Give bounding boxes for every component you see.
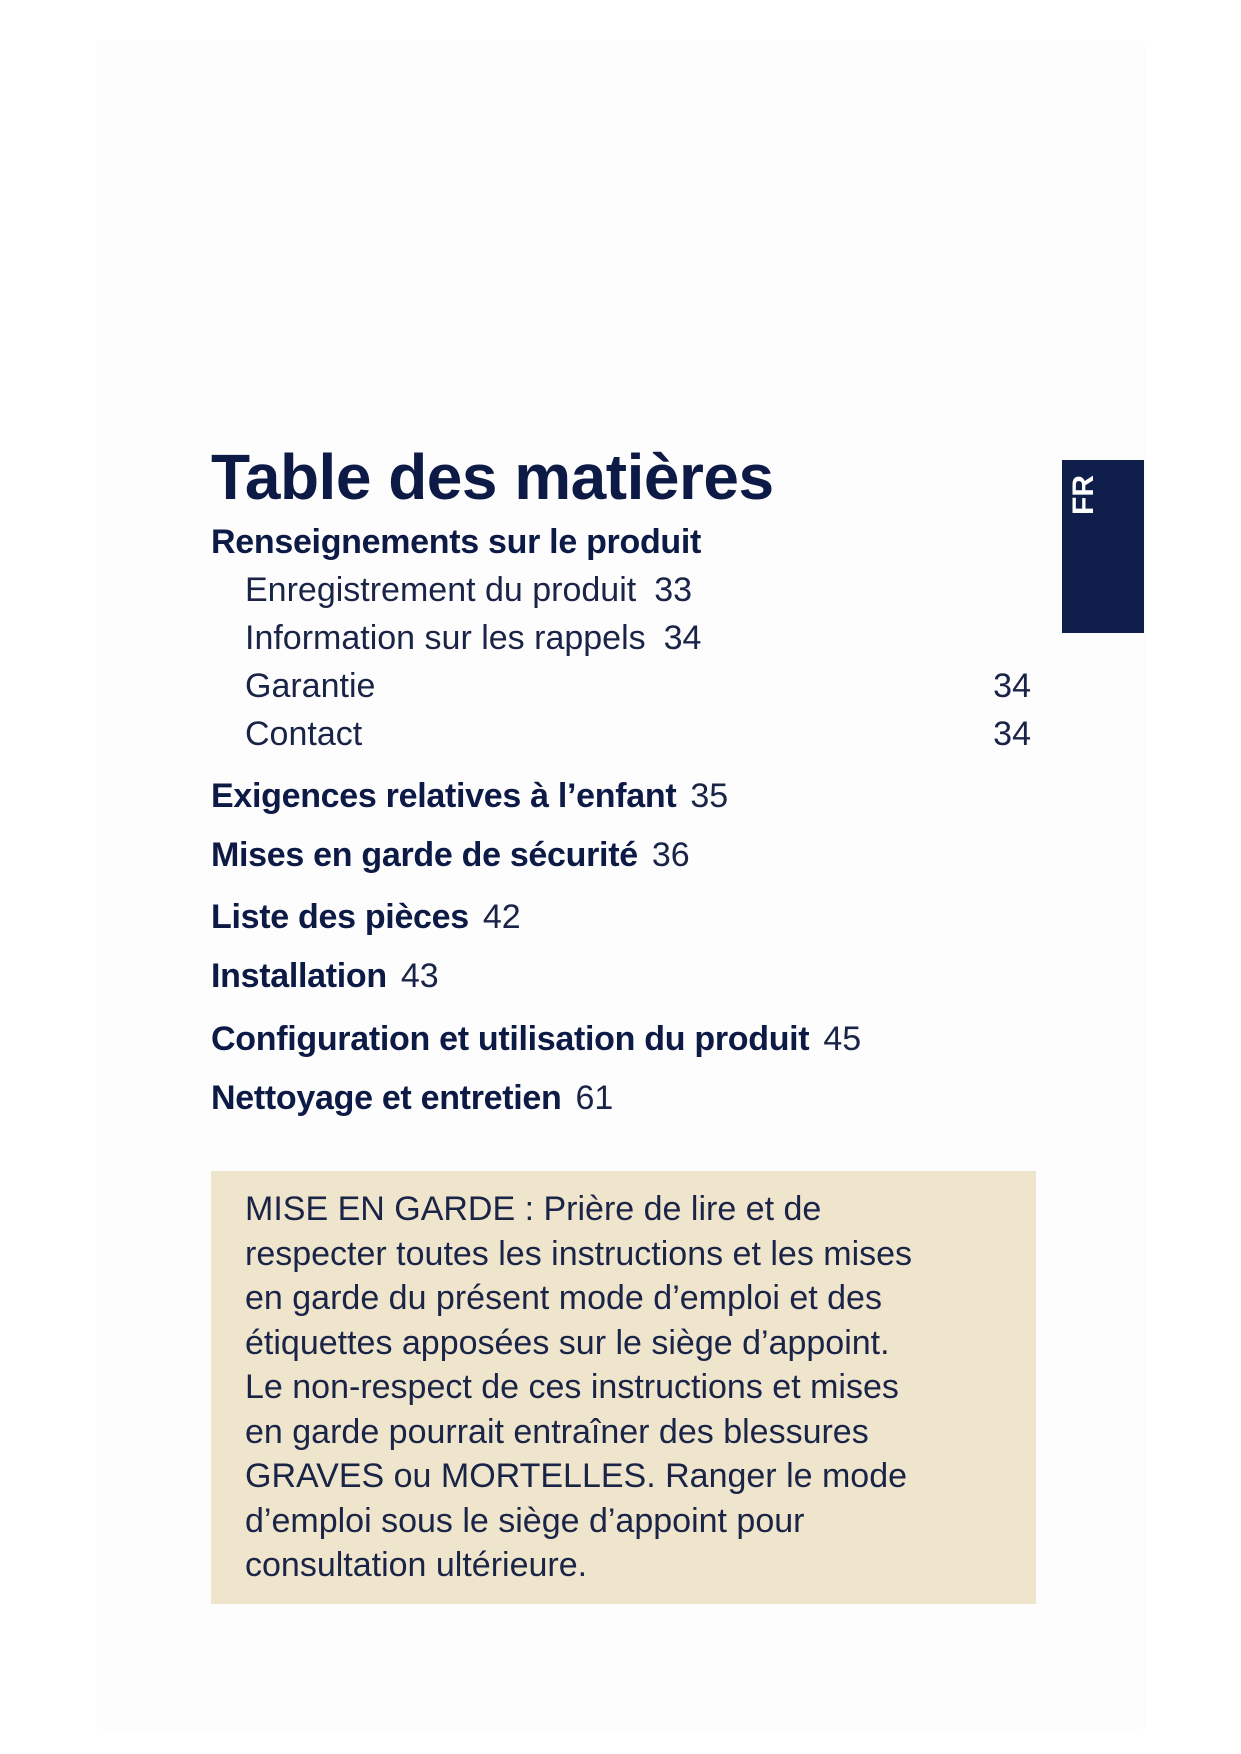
toc-section-parts-list[interactable] (211, 895, 521, 939)
toc-subitem-contact[interactable] (245, 712, 362, 756)
toc-section-cleaning[interactable] (211, 1076, 613, 1120)
toc-page-number: 42 (482, 898, 521, 936)
toc-section-label: Renseignements sur le produit (211, 523, 702, 561)
toc-section-safety-warnings[interactable] (211, 833, 690, 877)
toc-section-product-info[interactable] (211, 520, 701, 564)
toc-page-number: 33 (654, 571, 693, 609)
warning-line: consultation ultérieure. (245, 1546, 588, 1584)
toc-page-number: 34 (993, 667, 1031, 705)
warning-text (245, 1187, 1006, 1588)
toc-subitem-label: Garantie (245, 667, 376, 705)
toc-page-number: 36 (651, 836, 690, 874)
toc-page-number: 43 (400, 957, 439, 995)
toc-subitem-warranty[interactable] (245, 664, 375, 708)
toc-section-label: Liste des pièces (211, 898, 469, 936)
warning-line: Le non-respect de ces instructions et mises (245, 1368, 899, 1406)
warning-line: d’emploi sous le siège d’appoint pour (245, 1501, 805, 1540)
toc-page-number: 45 (823, 1020, 862, 1058)
warning-line: GRAVES ou MORTELLES. Ranger le mode (245, 1457, 908, 1495)
warning-box (211, 1171, 1036, 1604)
toc-section-label: Mises en garde de sécurité (211, 836, 638, 874)
toc-section-installation[interactable] (211, 954, 439, 998)
warning-line: en garde pourrait entraîner des blessures (245, 1412, 869, 1451)
toc-page-number: 34 (663, 619, 702, 657)
toc-section-label: Nettoyage et entretien (211, 1079, 562, 1117)
toc-section-label: Installation (211, 957, 387, 995)
warning-line: en garde du présent mode d’emploi et des (245, 1279, 882, 1317)
toc-section-label: Exigences relatives à l’enfant (211, 777, 677, 815)
toc-subitem-registration[interactable] (245, 568, 692, 612)
page-title: Table des matières (211, 441, 774, 513)
toc-subitem-label: Information sur les rappels (245, 619, 646, 657)
toc-page-number: 35 (690, 777, 729, 815)
toc-page-number: 61 (575, 1079, 614, 1117)
toc-subitem-label: Contact (245, 715, 363, 753)
toc-subitem-recalls[interactable] (245, 616, 701, 660)
language-tab-label: FR (1067, 475, 1100, 515)
warning-line: MISE EN GARDE : Prière de lire et de (245, 1190, 822, 1228)
toc-page-number: 34 (993, 715, 1031, 753)
toc-section-child-requirements[interactable] (211, 774, 728, 818)
warning-line: étiquettes apposées sur le siège d’appoint. (245, 1323, 890, 1362)
toc-section-configuration[interactable] (211, 1017, 861, 1061)
warning-line: respecter toutes les instructions et les mises (245, 1234, 913, 1273)
toc-section-label: Configuration et utilisation du produit (211, 1020, 810, 1058)
toc-subitem-label: Enregistrement du produit (245, 571, 637, 609)
